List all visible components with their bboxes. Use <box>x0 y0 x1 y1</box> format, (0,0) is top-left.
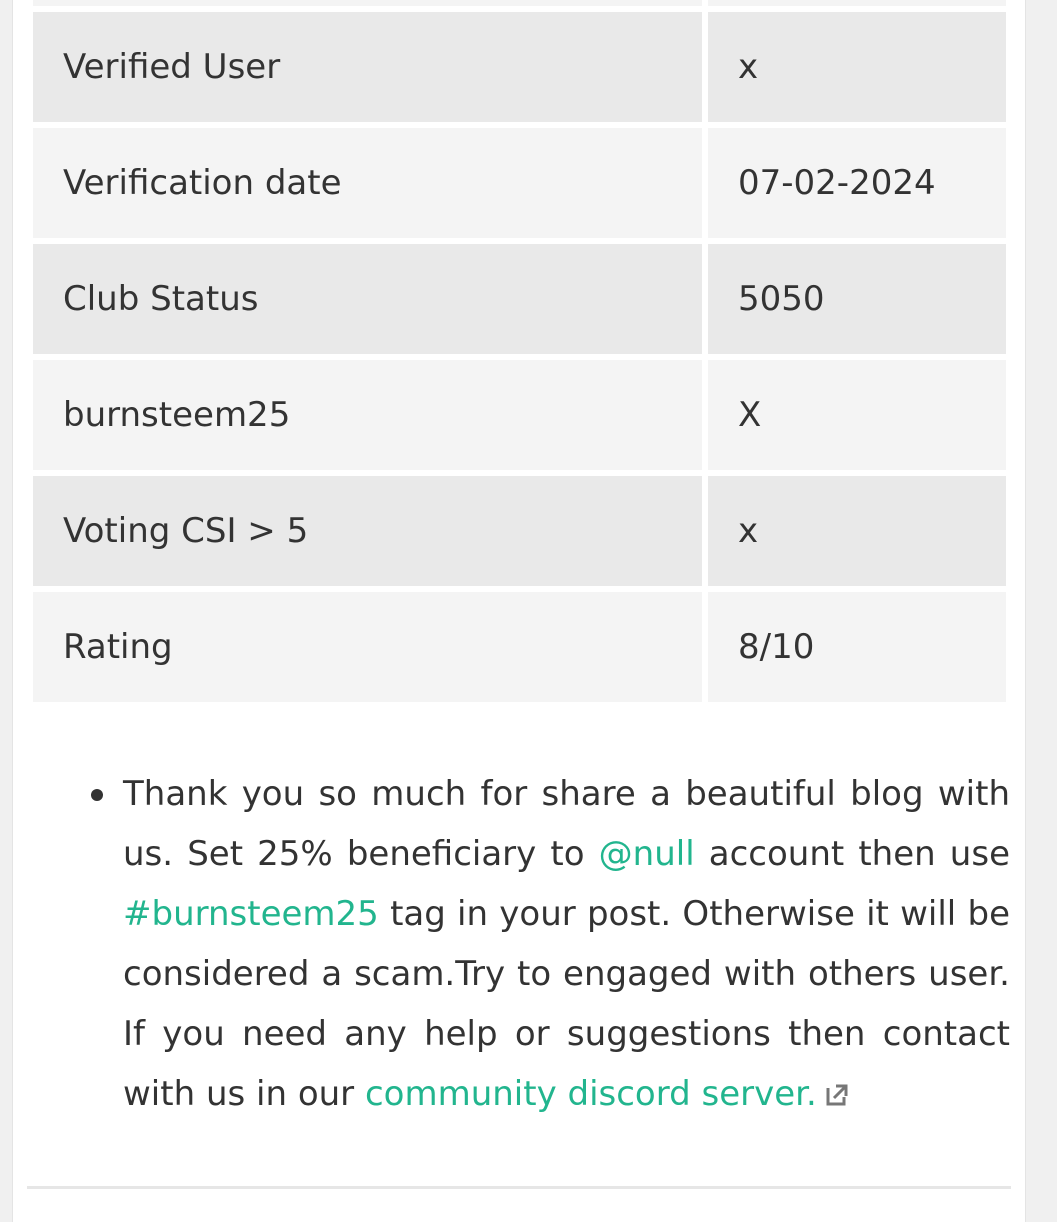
bullet-icon <box>91 789 103 801</box>
table-row <box>33 592 1006 702</box>
list-item <box>123 764 1010 1126</box>
discord-server-link[interactable]: community discord server. <box>364 1074 817 1114</box>
row-value <box>708 0 1006 6</box>
comment-text: tag in your post. Otherwise it will be considered a scam.Try to engaged with others user. If you need any help or suggestions then contact with us in our <box>123 894 1010 1114</box>
external-link-icon[interactable] <box>825 1066 849 1126</box>
comment-text: Thank you so much for share a beautiful blog with us. Set 25% beneficiary to <box>123 774 1010 874</box>
null-account-link[interactable]: @null <box>598 834 695 874</box>
table-row <box>33 360 1006 470</box>
row-label: Verified User <box>33 12 702 122</box>
table-row <box>33 12 1006 122</box>
row-value: x <box>708 12 1006 122</box>
row-value: 8/10 <box>708 592 1006 702</box>
row-value: X <box>708 360 1006 470</box>
table-row <box>33 476 1006 586</box>
burnsteem25-tag-link[interactable]: #burnsteem25 <box>123 894 379 934</box>
comment-text: account then use <box>694 834 1010 874</box>
row-label: Verification date <box>33 128 702 238</box>
row-label: burnsteem25 <box>33 360 702 470</box>
row-label <box>33 0 702 6</box>
row-value: x <box>708 476 1006 586</box>
post-body <box>12 0 1026 1222</box>
comment-list <box>123 764 1010 1126</box>
row-label: Club Status <box>33 244 702 354</box>
row-label: Voting CSI > 5 <box>33 476 702 586</box>
row-label: Rating <box>33 592 702 702</box>
table-row <box>33 0 1006 6</box>
table-row <box>33 128 1006 238</box>
row-value: 07-02-2024 <box>708 128 1006 238</box>
row-value: 5050 <box>708 244 1006 354</box>
table-row <box>33 244 1006 354</box>
divider <box>27 1186 1011 1189</box>
info-table <box>27 0 1012 708</box>
info-table-container <box>33 0 1006 708</box>
